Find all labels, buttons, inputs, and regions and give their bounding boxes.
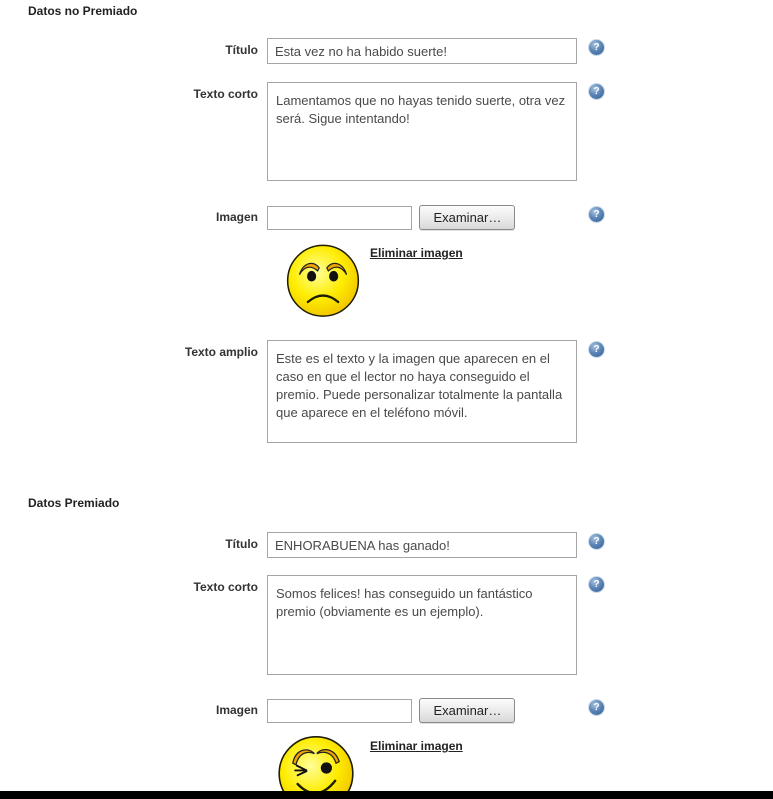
imagen-file-input-premiado[interactable] — [267, 699, 412, 723]
wink-smiley-image — [276, 732, 356, 799]
titulo-label: Título — [225, 43, 258, 57]
imagen-label: Imagen — [215, 210, 258, 224]
texto-amplio-label: Texto amplio — [184, 345, 258, 359]
sad-smiley-image — [285, 242, 361, 318]
texto-corto-textarea-no-premiado[interactable] — [267, 82, 577, 181]
help-icon[interactable]: ? — [589, 577, 604, 592]
titulo-input-premiado[interactable] — [267, 532, 577, 558]
texto-amplio-textarea-no-premiado[interactable] — [267, 340, 577, 443]
section-heading-no-premiado: Datos no Premiado — [28, 4, 138, 18]
texto-corto-row-no-premiado — [0, 82, 773, 186]
examinar-button[interactable]: Examinar… — [419, 205, 515, 230]
help-icon[interactable]: ? — [589, 40, 604, 55]
titulo-row-no-premiado — [0, 38, 773, 64]
texto-corto-label: Texto corto — [193, 87, 258, 101]
help-icon[interactable]: ? — [589, 84, 604, 99]
bottom-border-bar — [0, 791, 773, 799]
imagen-preview-row-premiado — [0, 732, 773, 799]
texto-corto-textarea-premiado[interactable] — [267, 575, 577, 675]
titulo-label: Título — [225, 537, 258, 551]
texto-corto-row-premiado — [0, 575, 773, 680]
examinar-button[interactable]: Examinar… — [419, 698, 515, 723]
imagen-file-input-no-premiado[interactable] — [267, 206, 412, 230]
help-icon[interactable]: ? — [589, 700, 604, 715]
imagen-row-no-premiado — [0, 205, 773, 230]
titulo-input-no-premiado[interactable] — [267, 38, 577, 64]
texto-amplio-row-no-premiado — [0, 340, 773, 448]
help-icon[interactable]: ? — [589, 342, 604, 357]
imagen-row-premiado — [0, 698, 773, 723]
eliminar-imagen-link-premiado[interactable]: Eliminar imagen — [370, 739, 463, 753]
eliminar-imagen-link-no-premiado[interactable]: Eliminar imagen — [370, 246, 463, 260]
help-icon[interactable]: ? — [589, 207, 604, 222]
help-icon[interactable]: ? — [589, 534, 604, 549]
imagen-label: Imagen — [215, 703, 258, 717]
section-heading-premiado: Datos Premiado — [28, 496, 120, 510]
imagen-preview-row-no-premiado — [0, 242, 773, 317]
texto-corto-label: Texto corto — [193, 580, 258, 594]
titulo-row-premiado — [0, 532, 773, 558]
